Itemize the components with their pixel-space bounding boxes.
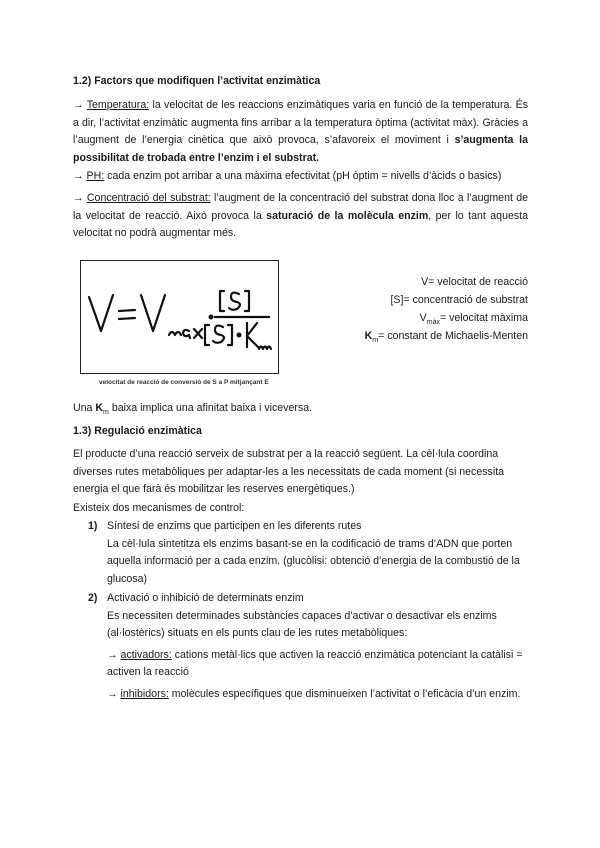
mechanisms-intro: Existeix dos mecanismes de control:: [73, 502, 245, 514]
legend-km: [365, 327, 528, 345]
legend-v: V= velocitat de reacció: [421, 276, 528, 288]
list-item-text: Es necessiten determinades substàncies capaces d’activar o desactivar els enzims (al·lostèrics) situats en els punts clau de les rutes metabòliques:: [107, 609, 497, 639]
arrow: →: [107, 648, 121, 661]
activators-label: activadors:: [120, 648, 172, 661]
arrow: →: [73, 170, 87, 182]
concentration-bold: saturació de la molècula enzim: [266, 209, 429, 222]
legend-vmax-sub: màx: [426, 319, 440, 327]
legend-km-text: = constant de Michaelis-Menten: [378, 330, 528, 342]
legend-s: [S]= concentració de substrat: [390, 294, 528, 306]
ph-text: cada enzim pot arribar a una màxima efectivitat (pH òptim = nivells d’àcids o basics): [104, 170, 502, 182]
temperature-label: Temperatura:: [86, 99, 150, 111]
section-heading-1-2: 1.2) Factors que modifiquen l’activitat enzimàtica: [73, 75, 321, 87]
temperature-bold: s’augmenta la possibilitat de trobada entre l’enzim i el substrat.: [73, 134, 528, 164]
list-item: [88, 518, 528, 588]
michaelis-menten-formula-image: [80, 260, 279, 374]
temperature-paragraph: [73, 97, 528, 167]
km-note-post: baixa implica una afinitat baixa i viceversa.: [108, 402, 313, 414]
km-note-sub: m: [103, 409, 109, 417]
arrow: →: [107, 687, 121, 700]
activators-line: [107, 647, 528, 682]
temperature-text: la velocitat de les reaccions enzimàtiques varia en funció de la temperatura. És a dir, l’activitat enzimàtic augmenta fins arribar a la temperatura òptima (activitat màx). Gràcies a l’augment de l’energia cinètica que això provoca, s’afavoreix el moviment i: [73, 99, 528, 146]
concentration-paragraph: [73, 190, 528, 243]
regulation-intro: El producte d’una reacció serveix de substrat per a la reacció següent. La cèl·lula coordina diverses rutes metabòliques per adaptar-les a les necessitats de cada moment (si necessita energia el que farà és mobilitzar les reserves energètiques.): [73, 448, 505, 495]
inhibitors-label: inhibidors:: [120, 687, 169, 700]
legend-vmax: [365, 309, 528, 327]
legend-km-sub: m: [372, 337, 379, 345]
ph-paragraph: [73, 168, 528, 186]
concentration-label: Concentració del substrat:: [86, 192, 211, 204]
list-item-title: Síntesi de enzims que participen en les diferents rutes: [107, 520, 362, 532]
legend-km-symbol: K: [364, 330, 373, 342]
list-item-number: 1): [88, 520, 98, 532]
arrow: →: [73, 99, 87, 111]
inhibitors-line: [107, 686, 528, 704]
arrow: →: [73, 192, 87, 204]
concentration-text: l’augment de la concentració del substrat dona lloc a l’augment de la velocitat de reacció. Això provoca la: [73, 192, 528, 222]
inhibitors-text: molècules específiques que disminueixen l’activitat o l’eficàcia d’un enzim.: [168, 687, 521, 700]
concentration-text-end: , per lo tant aquesta velocitat no podrà augmentar més.: [73, 209, 528, 239]
km-note: [73, 400, 528, 418]
formula-legend: [365, 273, 528, 345]
handwritten-formula-drawing: [81, 261, 278, 373]
ph-label: PH:: [86, 170, 105, 182]
list-item-number: 2): [88, 592, 98, 604]
activators-text: cations metàl·lics que activen la reacció enzimàtica potenciant la catàlisi = activen la reacció: [107, 648, 523, 678]
legend-vmax-symbol: V: [419, 312, 427, 324]
list-item: [88, 590, 528, 703]
list-item-title: Activació o inhibició de determinats enzim: [107, 592, 304, 604]
list-item-text: La cèl·lula sintetitza els enzims basant-se en la codificació de trams d’ADN que porten aquella informació per a cada enzim. (glucòlisi: obtenció d’energia de la combustió de la glucosa): [107, 537, 520, 585]
km-note-symbol: K: [95, 402, 104, 414]
km-note-pre: Una: [73, 402, 96, 414]
legend-vmax-text: = velocitat màxima: [439, 312, 528, 324]
section-heading-1-3: 1.3) Regulació enzimàtica: [73, 425, 202, 437]
formula-caption: velocitat de reacció de conversió de S a P mitjançant E: [99, 379, 269, 386]
